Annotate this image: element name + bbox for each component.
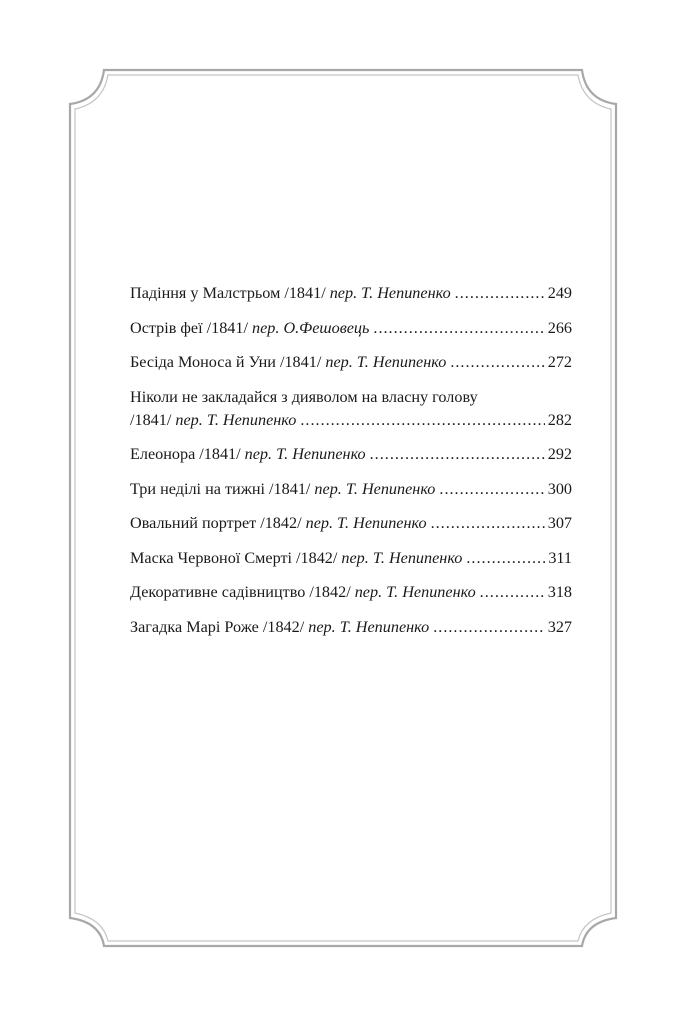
toc-entry[interactable] (130, 616, 572, 639)
toc-entry-year: /1841/ (279, 353, 322, 371)
toc-entry[interactable] (130, 317, 572, 340)
toc-entry-title: Три неділі на тижні /1841/ (130, 479, 311, 498)
toc-entry[interactable] (130, 512, 572, 535)
toc-entry-year: /1841/ (199, 445, 241, 463)
toc-entry-title: Ніколи не закладайся з дияволом на власну голову (130, 387, 478, 406)
toc-entry-page-number: 327 (547, 617, 572, 636)
toc-entry-page-number: 272 (547, 353, 572, 371)
toc-entry-translator: пер. О.Фешовець (251, 318, 370, 337)
toc-entry-page-number: 311 (548, 548, 572, 567)
toc-entry[interactable] (130, 282, 572, 305)
toc-entry[interactable] (130, 351, 572, 374)
dot-leader (370, 443, 545, 466)
toc-entry-translator: пер. Т. Непипенко (354, 583, 476, 601)
toc-entry-title: Маска Червоної Смерті /1842/ (130, 548, 338, 567)
toc-entry-page-number: 266 (547, 318, 572, 337)
toc-entry-title: Овальний портрет /1842/ (130, 514, 302, 532)
toc-entry-year: /1841/ (206, 318, 248, 337)
toc-entry-year: /1841/ (284, 284, 326, 302)
toc-entry-year: /1841/ (130, 410, 172, 429)
toc-entry-translator: пер. Т. Непипенко (305, 514, 427, 532)
toc-entry-page-number: 282 (547, 410, 572, 429)
toc-entry-translator: пер. Т. Непипенко (341, 548, 463, 567)
toc-entry-title: Острів феї /1841/ (130, 318, 248, 337)
dot-leader (300, 409, 544, 432)
toc-entry[interactable] (130, 581, 572, 604)
toc-entry-page-number: 300 (547, 479, 572, 498)
toc-entry-year: /1842/ (262, 617, 305, 636)
toc-entry-page-number: 307 (547, 514, 572, 532)
toc-entry-translator: пер. Т. Непипенко (175, 410, 297, 429)
dot-leader (450, 351, 544, 374)
toc-entry-translator: пер. Т. Непипенко (308, 617, 430, 636)
toc-entry[interactable] (130, 386, 572, 432)
dot-leader (431, 512, 545, 535)
toc-entry-page-number: 292 (547, 445, 572, 463)
toc-entry-page-number: 318 (547, 583, 572, 601)
toc-entry[interactable] (130, 547, 572, 570)
toc-entry-year: /1841/ (269, 479, 311, 498)
dot-leader (439, 478, 544, 501)
table-of-contents (130, 282, 572, 650)
toc-entry-translator: пер. Т. Непипенко (244, 445, 366, 463)
toc-entry-page-number: 249 (547, 284, 572, 302)
toc-entry-translator: пер. Т. Непипенко (329, 284, 451, 302)
dot-leader (455, 282, 545, 305)
toc-entry-title: Елеонора /1841/ (130, 445, 241, 463)
toc-entry-year: /1842/ (296, 548, 338, 567)
toc-entry[interactable] (130, 478, 572, 501)
toc-entry[interactable] (130, 443, 572, 466)
dot-leader (480, 581, 545, 604)
toc-entry-year: /1842/ (309, 583, 351, 601)
dot-leader (433, 616, 545, 639)
toc-entry-title: Бесіда Моноса й Уни /1841/ (130, 353, 322, 371)
toc-entry-translator: пер. Т. Непипенко (314, 479, 436, 498)
toc-entry-title: Декоративне садівництво /1842/ (130, 583, 351, 601)
toc-entry-title: Загадка Марі Роже /1842/ (130, 617, 305, 636)
toc-entry-title: Падіння у Малстрьом /1841/ (130, 284, 326, 302)
toc-entry-year: /1842/ (260, 514, 302, 532)
dot-leader (373, 317, 544, 340)
toc-entry-translator: пер. Т. Непипенко (325, 353, 447, 371)
dot-leader (466, 547, 545, 570)
